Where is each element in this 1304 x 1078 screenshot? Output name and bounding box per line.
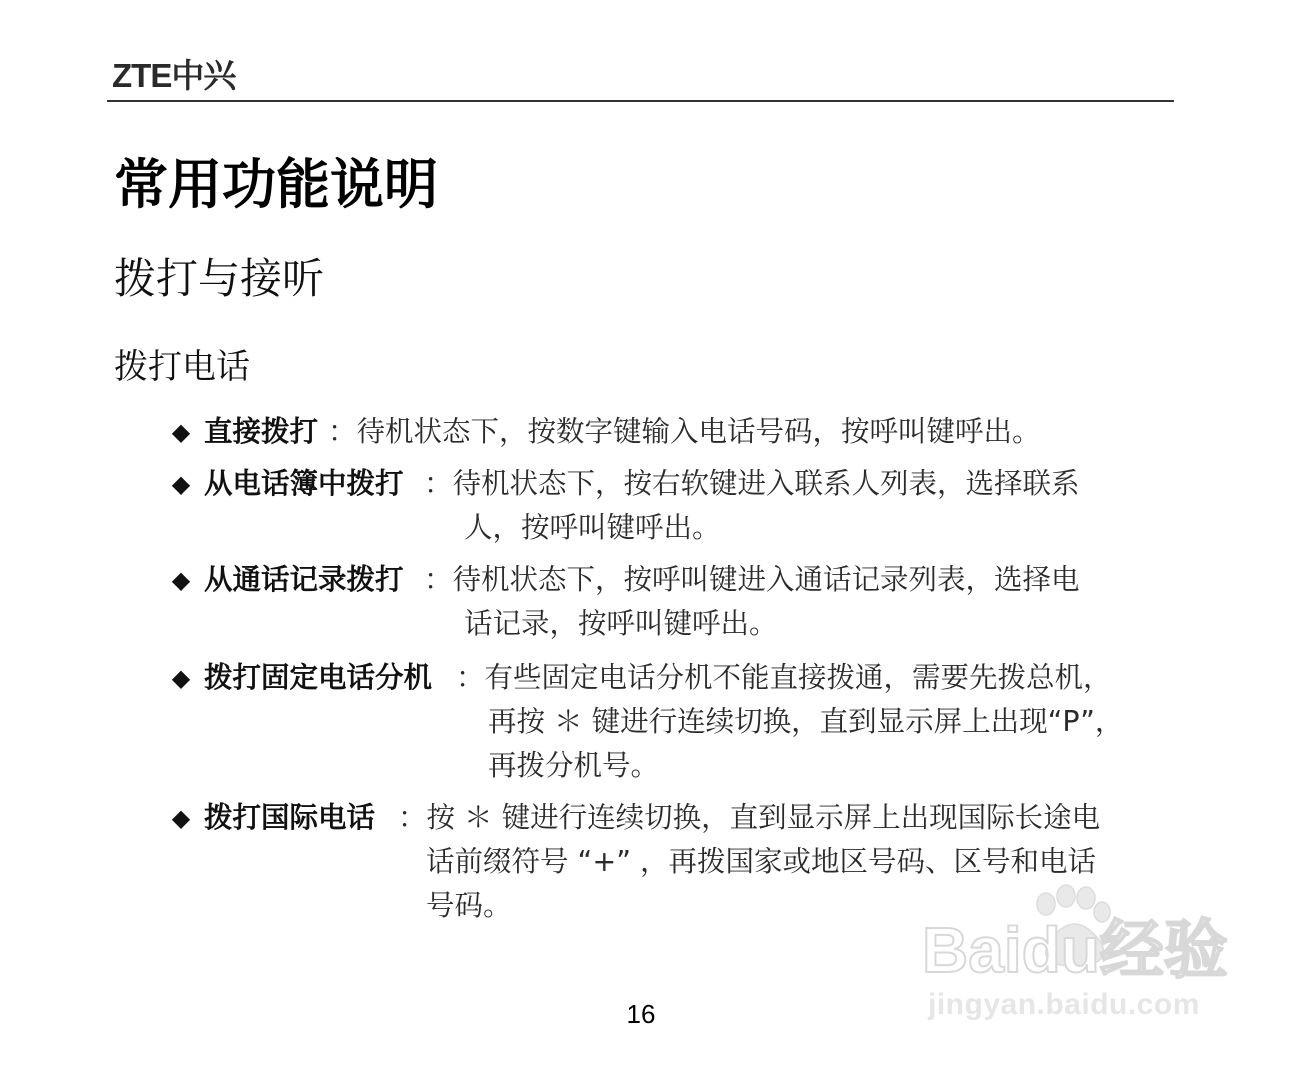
item-description-line: 再按 ＊ 键进行连续切换，直到显示屏上出现“P”， — [488, 705, 1124, 738]
item-label: 直接拨打 — [204, 415, 319, 448]
item-description-line: 话前缀符号 “+” ，再拨国家或地区号码、区号和电话 — [426, 845, 1097, 878]
page-number: 16 — [626, 999, 656, 1029]
item-description-line: ：待机状态下，按右软键进入联系人列表，选择联系 — [424, 467, 1080, 500]
baidu-paw-icon — [918, 884, 1228, 984]
baidu-watermark — [918, 884, 1228, 988]
watermark-brand: Baidu经验 — [922, 914, 1228, 984]
diamond-bullet-icon: ◆ — [171, 804, 191, 832]
item-label: 从电话簿中拨打 — [204, 467, 404, 500]
zte-logo: ZTE中兴 — [112, 57, 236, 94]
diamond-bullet-icon: ◆ — [171, 664, 191, 692]
item-description — [456, 656, 1123, 788]
item-label: 拨打国际电话 — [204, 801, 376, 834]
item-description — [328, 410, 1041, 454]
diamond-bullet-icon: ◆ — [171, 418, 191, 446]
item-label: 从通话记录拨打 — [204, 563, 404, 596]
diamond-bullet-icon: ◆ — [171, 566, 191, 594]
item-description-line: ：有些固定电话分机不能直接拨通，需要先拨总机， — [456, 661, 1112, 694]
item-description-line: 号码。 — [426, 889, 512, 922]
item-description-line: 话记录，按呼叫键呼出。 — [464, 607, 778, 640]
item-description-line: ：待机状态下，按呼叫键进入通话记录列表，选择电 — [424, 563, 1080, 596]
item-description-line: ：待机状态下，按数字键输入电话号码，按呼叫键呼出。 — [328, 415, 1041, 448]
page-title: 常用功能说明 — [114, 153, 438, 216]
item-description — [424, 558, 1080, 646]
watermark-url: jingyan.baidu.com — [928, 988, 1200, 1021]
item-description — [424, 462, 1080, 550]
header-divider — [107, 100, 1174, 102]
section-title: 拨打与接听 — [114, 254, 325, 303]
item-description-line: 人，按呼叫键呼出。 — [464, 511, 721, 544]
item-label: 拨打固定电话分机 — [204, 661, 433, 694]
item-description-line: 再拨分机号。 — [488, 749, 660, 782]
item-description-line: ：按 ＊ 键进行连续切换，直到显示屏上出现国际长途电 — [398, 801, 1101, 834]
subsection-title: 拨打电话 — [114, 347, 250, 387]
diamond-bullet-icon: ◆ — [171, 470, 191, 498]
